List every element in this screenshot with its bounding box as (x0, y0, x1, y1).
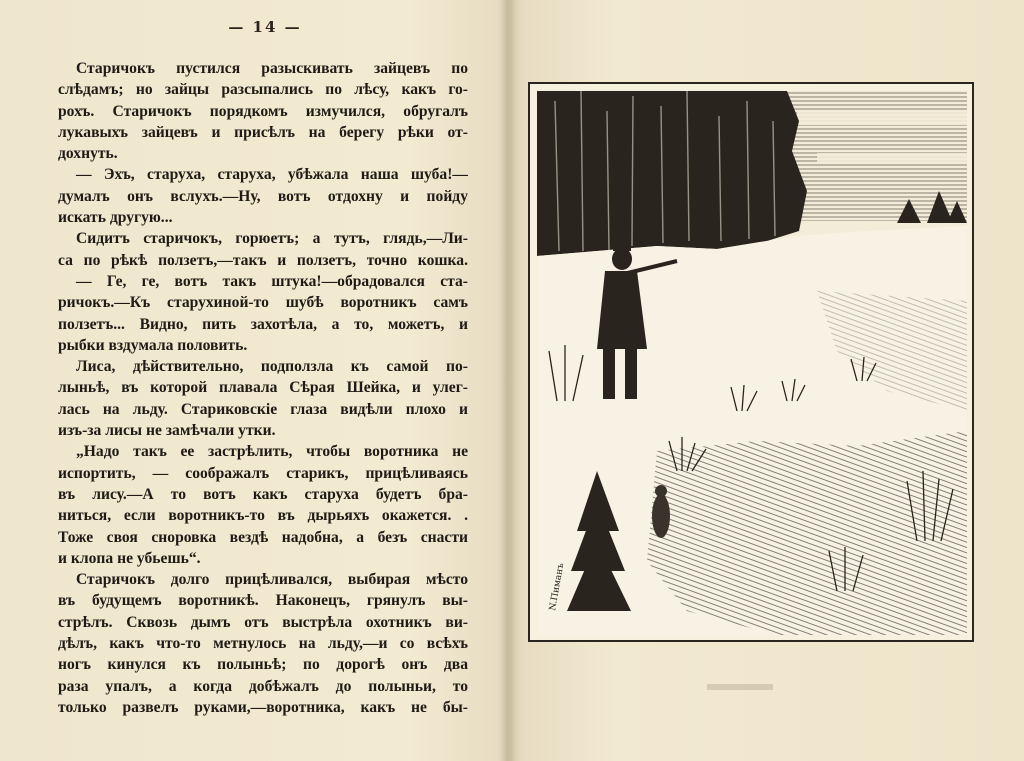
text-line: Тоже своя сноровка вездѣ надобна, а безъ снасти (58, 528, 468, 546)
illustration-frame (528, 82, 974, 642)
text-line: думалъ онъ вслухъ.—Ну, вотъ отдохну и пойду (58, 187, 468, 205)
text-line: дѣлъ, какъ что-то метнулось на льду,—и со всѣхъ (58, 635, 468, 653)
text-line: „Надо такъ ее застрѣлить, чтобы воротника не (76, 443, 468, 461)
text-line: раза упалъ, а когда добѣжалъ до полыньи, то (58, 677, 468, 695)
text-line: — Эхъ, старуха, старуха, убѣжала наша шуба!— (76, 166, 468, 184)
text-line: ричокъ.—Къ старухиной-то шубѣ воротникъ самъ (58, 294, 468, 312)
text-line: рыбки вздумала половить. (58, 336, 248, 354)
text-line: въ будущемъ воротникѣ. Наконецъ, грянулъ вы- (58, 592, 468, 610)
text-line: дохнуть. (58, 145, 118, 163)
hunter-aiming-at-fox-illustration (537, 91, 967, 635)
body-text (58, 58, 468, 718)
left-page (0, 0, 505, 761)
text-line: лыньѣ, въ которой плавала Сѣрая Шейка, и улег- (58, 379, 468, 397)
text-line: искать другую... (58, 209, 173, 227)
svg-text:N.Пиманъ: N.Пиманъ (548, 562, 567, 612)
text-line: са по рѣкѣ ползетъ,—такъ и ползетъ, точно кошка. (58, 251, 468, 269)
text-line: въ лису.—А то вотъ какъ старуха будетъ бра- (58, 485, 468, 503)
page-bottom-mark (707, 684, 773, 690)
text-line: лась на льду. Стариковскіе глаза видѣли плохо и (58, 400, 468, 418)
text-line: ногъ кинулся къ полыньѣ; по дорогѣ онъ два (58, 656, 468, 674)
text-line: — Ге, ге, вотъ такъ штука!—обрадовался ста- (76, 272, 468, 290)
text-line: рохъ. Старичокъ порядкомъ измучился, обругалъ (58, 102, 468, 120)
page-number: — 14 — (228, 18, 302, 36)
text-line: Лиса, дѣйствительно, подползла къ самой по- (76, 358, 468, 376)
text-line: ползетъ... Видно, пить захотѣла, а то, можетъ, и (58, 315, 468, 333)
text-line: только развелъ руками,—воротника, какъ не бы- (58, 698, 468, 716)
text-line: стрѣлъ. Сквозь дымъ отъ выстрѣла охотникъ ви- (58, 613, 468, 631)
text-line: слѣдамъ; но зайцы разсыпались по лѣсу, какъ го- (58, 81, 468, 99)
text-line: Сидитъ старичокъ, горюетъ; а тутъ, глядь,—Ли- (76, 230, 468, 248)
text-line: изъ-за лисы не замѣчали утки. (58, 422, 276, 440)
text-line: ниться, если воротникъ-то въ дырьяхъ окажется. . (58, 507, 468, 525)
text-line: испортить, — соображалъ старикъ, прицѣливаясь (58, 464, 468, 482)
text-line: лукавыхъ зайцевъ и присѣлъ на берегу рѣки от- (58, 123, 468, 141)
text-line: и клопа не убьешь“. (58, 549, 201, 567)
text-line: Старичокъ долго прицѣливался, выбирая мѣсто (76, 571, 468, 589)
text-line: Старичокъ пустился разыскивать зайцевъ по (76, 60, 468, 77)
